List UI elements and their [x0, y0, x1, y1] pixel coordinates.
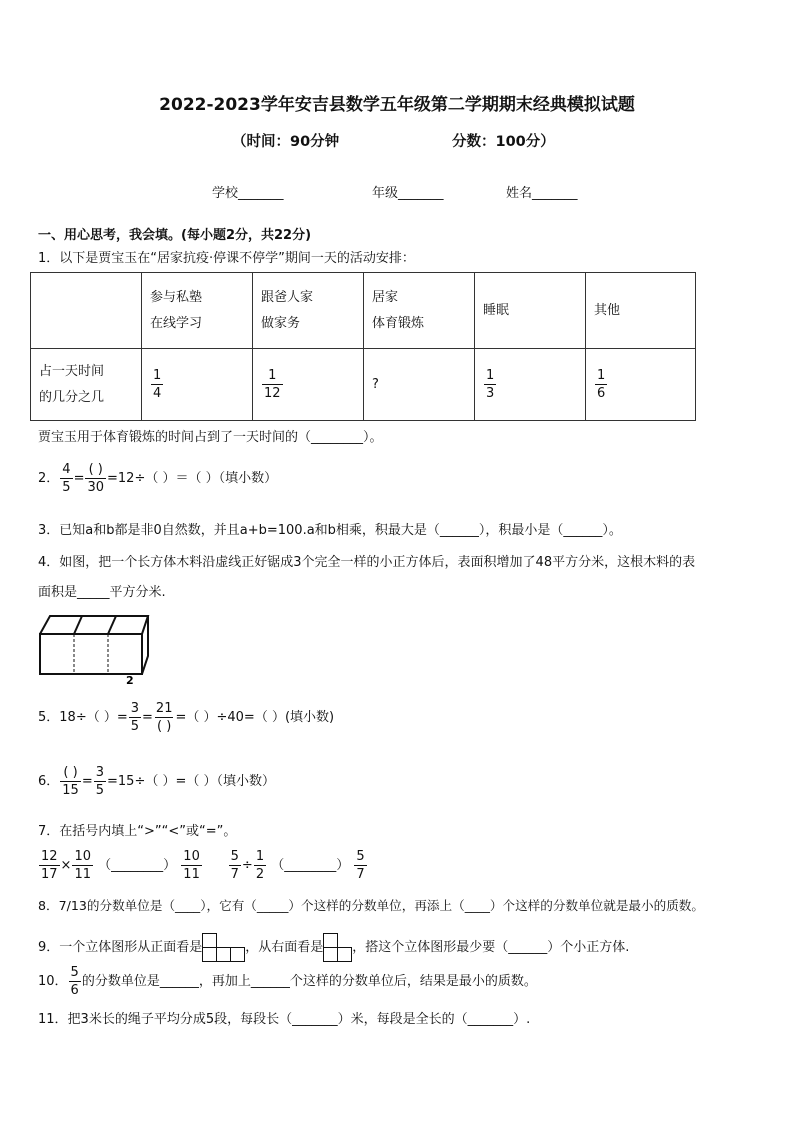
q3: 3．已知a和b都是非0自然数，并且a+b=100.a和b相乘，积最大是（______），积最小是（______）。	[38, 523, 622, 538]
q8: 8．7/13的分数单位是（____），它有（_____）个这样的分数单位，再添上（____）个这样的分数单位就是最小的质数。	[38, 898, 704, 913]
table-cell: ?	[364, 349, 475, 421]
q1-intro: 1．以下是贾宝玉在“居家抗疫·停课不停学”期间一天的活动安排：	[38, 251, 415, 266]
figure-label: 2	[126, 674, 134, 686]
q10: 10． $\frac{5}{6}$ 的分数单位是______，再加上______个这样的分数单位后，结果是最小的质数。	[38, 965, 537, 998]
table-header: 睡眠	[475, 273, 586, 349]
time-label: （时间：90分钟	[232, 134, 340, 150]
table-header: 其他	[586, 273, 696, 349]
name-field: 姓名_______	[506, 186, 578, 201]
activity-table	[30, 272, 696, 421]
table-cell: $\frac{1}{3}$	[475, 349, 586, 421]
school-field: 学校_______	[212, 186, 284, 201]
table-header: 参与私塾 在线学习	[142, 273, 253, 349]
table-header: 居家 体育锻炼	[364, 273, 475, 349]
row-label: 占一天时间 的几分之几	[31, 349, 142, 421]
grade-field: 年级_______	[372, 186, 444, 201]
q5: 5．18÷（ ）= $\frac{3}{5}$ = $\frac{21}{( )}$ =（ ）÷40=（ ）(填小数)	[38, 701, 335, 734]
q9: 9．一个立体图形从正面看是 ，从右面看是 ，搭这个立体图形最少要（______）个小正方体.	[38, 933, 629, 962]
q1-question: 贾宝玉用于体育锻炼的时间占到了一天时间的（________）。	[38, 430, 383, 445]
page-title: 2022-2023学年安吉县数学五年级第二学期期末经典模拟试题	[159, 95, 635, 115]
right-view-icon	[323, 933, 352, 962]
q7-intro: 7．在括号内填上“>”“<”或“=”。	[38, 824, 237, 839]
q2: 2． $\frac{4}{5}$ = $\frac{( )}{30}$ =12÷（ ）＝（ ）（填小数）	[38, 462, 278, 495]
q7-comparisons: $\frac{12}{17}$ × $\frac{10}{11}$ （________） $\frac{10}{11}$ $\frac{5}{7}$ ÷ $\frac{1}{2}$ （________） $\frac{5}{7}$	[41, 849, 365, 882]
score-label: 分数：100分）	[452, 134, 555, 150]
table-header: 跟爸人家 做家务	[253, 273, 364, 349]
cuboid-figure	[36, 610, 160, 686]
q4-line2: 面积是_____平方分米.	[38, 585, 166, 600]
table-cell: $\frac{1}{6}$	[586, 349, 696, 421]
q11: 11．把3米长的绳子平均分成5段，每段长（_______）米，每段是全长的（_______）.	[38, 1012, 531, 1027]
section-heading: 一、用心思考，我会填。(每小题2分，共22分)	[38, 228, 312, 243]
q6: 6． $\frac{( )}{15}$ = $\frac{3}{5}$ =15÷（ ）=（ ）（填小数）	[38, 765, 276, 798]
table-corner	[31, 273, 142, 349]
front-view-icon	[202, 933, 245, 962]
table-cell: $\frac{1}{4}$	[142, 349, 253, 421]
q4-line1: 4．如图，把一个长方体木料沿虚线正好锯成3个完全一样的小正方体后，表面积增加了48平方分米，这根木料的表	[38, 555, 696, 570]
table-cell: $\frac{1}{12}$	[253, 349, 364, 421]
